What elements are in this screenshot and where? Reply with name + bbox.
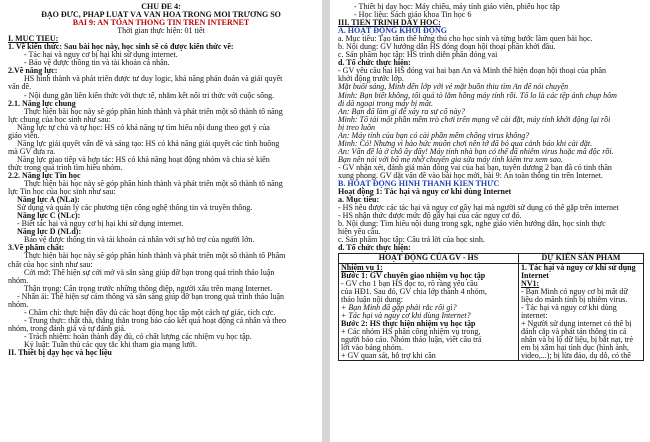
text-line: - Chăm chỉ: thực hiện đầy đủ các hoạt động học tập một cách tự giác, tích cực. (24, 308, 276, 317)
subsection-heading: 2.1. Năng lực chung (8, 99, 76, 108)
text-line: Năng lực A (NLa): (17, 196, 80, 205)
text-line: Thận trọng: Cẩn trọng trước những thông điệp, người xấu trên mạng Internet. (24, 284, 273, 293)
subsection-heading: 2.2. Năng lực Tin học (8, 171, 81, 180)
cell-line: - GV cho 1 bạn HS đọc to, rõ ràng yêu cầu (341, 279, 478, 288)
table-cell-activity (339, 263, 519, 361)
section-heading: II. Thiết bị dạy học và học liệu (8, 349, 112, 358)
cell-line: Bước 2: HS thực hiện nhiệm vụ học tập (341, 319, 476, 328)
text-line: khởi động trước lớp. (338, 75, 404, 84)
cell-line: 1. Tác hại và nguy cơ khi sử dụng (520, 263, 636, 272)
text-line: hiện yêu cầu. (338, 228, 381, 237)
text-line: nhóm. (8, 276, 29, 285)
text-line: a. Mục tiêu: Tạo tâm thế hứng thú cho học sinh và từng bước làm quen bài học. (338, 35, 593, 44)
cell-line: người báo cáo. Nhóm thảo luận, viết câu trả (341, 335, 482, 344)
cell-line: đánh cắp và phát tán thông tin cá (520, 327, 627, 336)
text-line: - Biết tác hại và nguy cơ bị hại khi sử dụng internet. (17, 220, 184, 229)
subsection-heading: 3.Về phẩm chất: (8, 244, 65, 253)
cell-line: Nhiệm vụ 1: (341, 263, 383, 272)
text-line: d. Tổ chức thực hiện: (338, 244, 411, 253)
text-line: - Trung thực: thật thà, thẳng thắn trong báo cáo kết quả hoạt động cá nhân và theo (24, 316, 287, 325)
cell-line: - Bạn Minh có nguy cơ bị mất dữ (520, 287, 628, 296)
cell-line: video,...); bị lừa đảo, dụ dỗ, có thể (520, 352, 631, 361)
text-line: 1. Về kiến thức: Sau bài học này, học sinh sẽ có được kiến thức về: (8, 43, 234, 52)
dialogue-line: Mặt buổi sáng, Minh đến lớp với vẻ mặt buồn thiu tìm An để nói chuyện (338, 83, 569, 92)
table-cell-product (518, 263, 643, 361)
cell-line: + GV quan sát, hỗ trợ khi cần (341, 352, 436, 361)
text-line: chất của học sinh như sau: (8, 260, 93, 269)
chapter-label: CHỦ ĐỀ 4: (141, 3, 181, 11)
text-line: lực Tin học của học sinh như sau: (8, 188, 116, 197)
text-line: Năng lực tự chủ và tự học: HS có khả năng tự tìm hiểu nội dung theo gợi ý của (17, 123, 270, 132)
cell-line: NV1: (520, 279, 540, 288)
cell-line: liệu do mãnh tính bị nhiễm virus. (520, 295, 628, 304)
text-line: - Trách nhiệm: hoàn thành đầy đủ, có chất lượng các nhiệm vụ học tập. (24, 332, 252, 341)
text-line: - GV nhận xét, đánh giá màn đóng vai của hai bạn, tuyên dương 2 bạn đã có tinh thần (338, 163, 612, 172)
text-line: thức trong quá trình tìm hiểu nhóm. (8, 163, 123, 172)
cell-line: + Tác hại và nguy cơ khi dùng Internet? (341, 311, 471, 320)
text-line: c. Sản phẩm học tập: HS trình diễn phần đóng vai (338, 51, 498, 60)
cell-line: Bước 1: GV chuyển giao nhiệm vụ học tập (341, 271, 486, 280)
text-line: Sử dụng và quản lý các phương tiện công nghệ thông tin và truyền thông. (17, 204, 253, 213)
text-line: Thực hiện bài học này sẽ góp phần hình thành và phát triển một số thành tố năng (24, 107, 283, 116)
cell-line: + Các nhóm HS phân công nhiệm vụ trong, (341, 327, 481, 336)
duration: Thời gian thực hiện: 01 tiết (117, 27, 205, 36)
lesson-title: BÀI 9: AN TOÀN THÔNG TIN TRÊN INTERNET (72, 19, 250, 28)
page-right (330, 0, 650, 442)
text-line: c. Sản phẩm học tập: Câu trả lời của học sinh. (338, 236, 485, 245)
text-line: HS hình thành và phát triển được tư duy logic, khả năng phán đoán và giải quyết (24, 75, 283, 84)
dialogue-line: Minh: Bạn biết không, tôi quá tò lắm hồng máy tính rồi. Tổ lo là các tệp ảnh chụp hôm (338, 91, 617, 100)
dialogue-line: bị treo luôn (338, 123, 376, 132)
text-line: - Thiết bị dạy học: Máy chiếu, máy tính giáo viên, phiếu học tập (354, 3, 560, 11)
text-line: vấn đề. (8, 83, 32, 92)
text-line: nhóm, trong đánh giá và tự đánh giá. (8, 324, 126, 333)
text-line: - HS nhận thức được mức độ gây hại của các nguy cơ đó. (338, 212, 522, 221)
activity-heading: A. HOẠT ĐỘNG KHỞI ĐỘNG (338, 27, 447, 36)
section-heading: III. TIẾN TRÌNH DẠY HỌC: (338, 19, 441, 28)
cell-line: + Người sử dụng internet có thể bị (520, 319, 632, 328)
subsection-heading: 2.Về năng lực: (8, 67, 58, 76)
text-line: Cởi mở: Thể hiện sự cởi mở và sẵn sàng giúp đỡ bạn trong quá trình thảo luận (24, 268, 275, 277)
text-line: xung phong. GV dặt vấn đề vào bài học mới, bài 9: An toàn thông tin trên Internet. (338, 171, 603, 180)
table-header-product: DỰ KIẾN SẢN PHẨM (518, 254, 643, 263)
text-line: Kỷ luật: Tuân thủ các quy tắc khi tham gia mạng lưới. (24, 340, 197, 349)
activity-heading: B. HOẠT ĐỘNG HÌNH THÀNH KIẾN THỨC (338, 180, 500, 189)
text-line: Thực hiện bài học này sẽ góp phần hình thành và phát triển một số thành tố Phẩm (24, 252, 286, 261)
text-line: Năng lực C (NLc): (17, 212, 81, 221)
cell-line: thảo luận nội dung: (341, 295, 403, 304)
chapter-title: ĐẠO ĐỨC, PHÁP LUẬT VÀ VĂN HÓA TRONG MÔI TRƯỜNG SỐ (41, 11, 281, 20)
cell-line: em bị xâm hại tình dục (hình ảnh, (520, 343, 629, 352)
text-line: - Bảo vệ được thông tin và tài khoản cá nhân. (24, 59, 170, 68)
text-line: Bảo vệ được thông tin và tài khoản cá nhân với sự hỗ trợ của người lớn. (24, 236, 255, 245)
dialogue-line: đi dã ngoại trong máy bị mất. (338, 99, 434, 108)
text-line: Thực hiện bài học này sẽ góp phần hình thành và phát triển một số thành tố năng (24, 180, 283, 189)
dialogue-line: Minh: Tổ tải một phần mềm trò chơi trên mạng về cài đặt, máy tính khởi động lại rồi (338, 115, 611, 124)
dialogue-line: Minh: Có! Nhưng vì hào hức muốn chơi nên tớ đã bỏ qua cảnh báo khi cài đặt. (338, 139, 593, 148)
cell-line: Internet (520, 271, 549, 280)
cell-line: internet: (520, 311, 548, 320)
text-line: a. Mục tiêu: (338, 196, 380, 205)
text-line: - GV yêu cầu hai HS đóng vai hai bạn An và Minh thể hiện đoạn hội thoại của phần (338, 67, 607, 76)
text-line: - Tác hại và nguy cơ bị hại khi sử dụng internet. (24, 51, 178, 60)
activity-table (338, 253, 644, 361)
text-line: lực chung của học sinh như sau: (8, 115, 111, 124)
text-line: b. Nội dung: GV hướng dẫn HS đóng đoạn hội thoại phần khởi đầu. (338, 43, 556, 52)
text-line: Năng lực D (NLd): (17, 228, 82, 237)
table-row (339, 263, 644, 361)
text-line: nhóm. (8, 300, 29, 309)
table-header-activity: HOẠT ĐỘNG CỦA GV - HS (339, 254, 519, 263)
dialogue-line: An: Máy tính của bạn có cài phần mềm chống virus không? (338, 131, 530, 140)
activity-title: Hoạt động 1: Tác hại và nguy cơ khi dùng Internet (338, 188, 512, 197)
section-heading: I. MỤC TIÊU: (8, 35, 59, 44)
cell-line: + Bạn Minh đã gặp phải rắc rối gì? (341, 303, 457, 312)
text-line: - HS nêu được các tác hại và nguy cơ gây hại mà người sử dụng có thể gặp trên internet (338, 204, 619, 213)
text-line: d. Tổ chức thực hiện: (338, 59, 411, 68)
text-line: - Nhân ái: Thể hiện sự cảm thông và sẵn sàng giúp đỡ bạn trong quá trình thảo luận (17, 292, 285, 301)
cell-line: lời vào bảng nhóm. (341, 343, 403, 352)
dialogue-line: An: Bạn đã làm gì để xảy ra sự cố này? (338, 107, 466, 116)
text-line: Năng lực giao tiếp và hợp tác: HS có khả năng hoạt động nhóm và chia sẻ kiến (17, 155, 270, 164)
text-line: - Học liệu: Sách giáo khoa Tin học 6 (354, 11, 472, 20)
text-line: b. Nội dung: Tìm hiểu nội dung trong sgk, nghe giáo viên hướng dẫn, học sinh thực (338, 220, 606, 229)
cell-line: của HĐ1. Sau đó, GV chia lớp thành 4 nhóm, (341, 287, 487, 296)
cell-line: nhân và bị lộ dữ liệu, bị bắt nạt, trẻ (520, 335, 634, 344)
text-line: mà GV đưa ra. (8, 147, 56, 156)
cell-line: - Tác hại và nguy cơ khi dùng (520, 303, 617, 312)
text-line: Năng lực giải quyết vấn đề và sáng tạo: HS có khả năng giải quyết các tình huống (17, 139, 280, 148)
text-line: giáo viên. (8, 131, 40, 140)
dialogue-line: Bạn nên nói với bố mẹ nhờ chuyên gia sửa máy tính kiểm tra xem sao. (338, 155, 563, 164)
page-left (0, 0, 322, 442)
text-line: - Nội dung gắn liền kiến thức với thực tế, nhằm kết nối tri thức với cuộc sống. (24, 91, 275, 100)
dialogue-line: An: Vấn đề là ở chỗ ấy đấy! Máy tính nhà bạn có thể đã nhiễm virus hoặc mã độc rồi. (338, 147, 614, 156)
